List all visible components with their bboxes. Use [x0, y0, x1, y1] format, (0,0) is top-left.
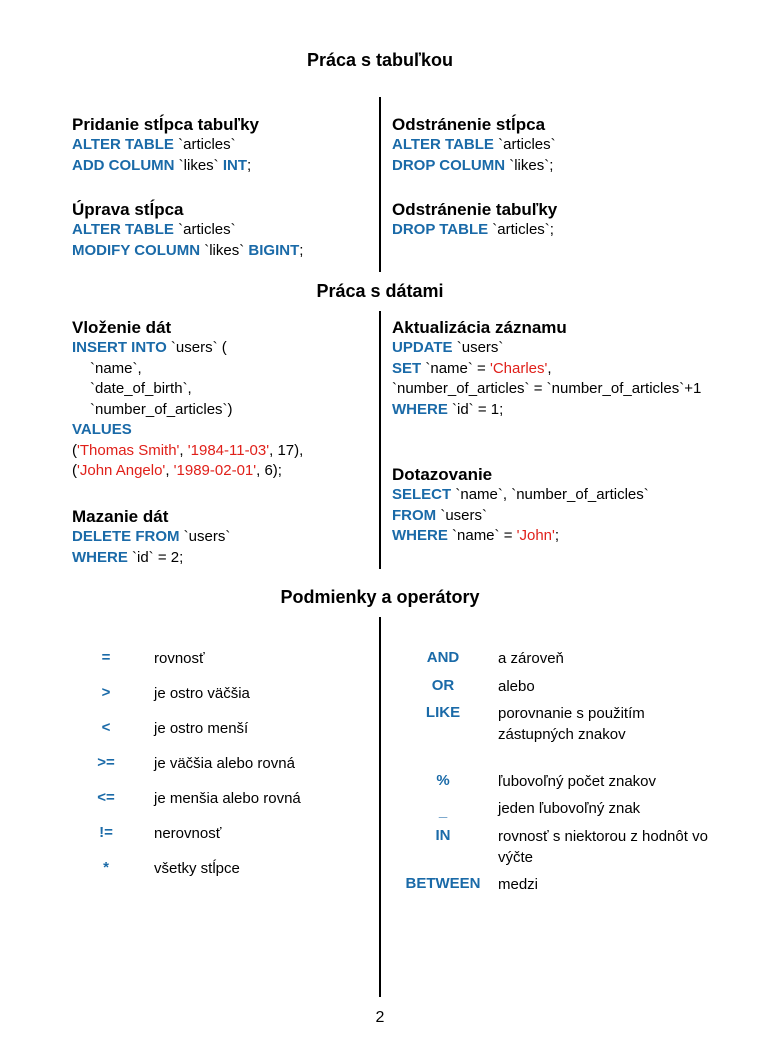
sql-text: `likes`	[174, 156, 223, 174]
sql-text: `articles`	[493, 136, 556, 153]
operator-symbol: <=	[97, 789, 115, 806]
update-heading: Aktualizácia záznamu	[392, 318, 567, 337]
sql-text: `name`,	[90, 359, 142, 377]
sql-text: `articles`	[173, 221, 236, 238]
sql-text: `name` =	[421, 359, 490, 377]
page-number: 2	[375, 1009, 385, 1026]
sql-keyword: INT	[222, 156, 248, 174]
sql-string: '1989-02-01'	[173, 462, 257, 479]
sql-keyword: SET	[392, 359, 422, 377]
sql-text: , 6);	[256, 462, 282, 479]
sql-text: `articles`	[173, 136, 236, 153]
operator-description: a zároveň	[498, 650, 564, 667]
sql-string: 'John Angelo'	[77, 462, 166, 479]
drop-column-heading: Odstránenie stĺpca	[392, 115, 546, 134]
delete-heading: Mazanie dát	[72, 507, 169, 526]
operator-keyword: AND	[426, 649, 460, 666]
sql-keyword: ALTER TABLE	[72, 221, 174, 238]
operator-keyword: BETWEEN	[405, 875, 481, 892]
sql-string: 'John'	[516, 527, 555, 544]
sql-text: `users`	[452, 339, 504, 356]
sql-text: `users` (	[166, 339, 227, 356]
drop-column-block	[392, 115, 556, 176]
sql-text: `likes`;	[505, 156, 554, 174]
operator-symbol: %	[436, 772, 450, 789]
sql-keyword: ADD COLUMN	[72, 156, 175, 174]
sql-keyword: WHERE	[392, 400, 448, 418]
sql-text: `likes`	[200, 241, 249, 259]
sql-keyword: MODIFY COLUMN	[72, 241, 201, 259]
operator-symbol: =	[101, 649, 111, 666]
sql-keyword: ALTER TABLE	[392, 136, 494, 153]
sql-text: ,	[547, 359, 552, 377]
sql-keyword: BIGINT	[248, 241, 300, 259]
sql-text: `date_of_birth`,	[90, 380, 192, 397]
column-divider-middle	[379, 311, 381, 569]
sql-text: `id` = 2;	[127, 548, 184, 566]
sql-text: , 17),	[269, 441, 304, 459]
sql-text: ;	[247, 156, 252, 174]
operator-symbol: _	[438, 803, 448, 820]
operator-keyword: OR	[431, 677, 455, 694]
operator-description: ľubovoľný počet znakov	[498, 773, 657, 790]
sql-string: '1984-11-03'	[187, 441, 270, 459]
modify-column-block	[72, 200, 303, 261]
sql-keyword: INSERT INTO	[72, 339, 167, 356]
sql-keyword: DROP COLUMN	[392, 156, 506, 174]
sql-text: `number_of_articles` = `number_of_articles`+1	[392, 380, 702, 397]
operator-description-line: porovnanie s použitím	[498, 705, 645, 722]
operator-description: je ostro menší	[154, 720, 249, 737]
sql-text: ;	[554, 527, 560, 544]
select-heading: Dotazovanie	[392, 465, 493, 484]
sql-text: `id` = 1;	[447, 400, 504, 418]
select-block	[392, 465, 649, 547]
sql-keyword: FROM	[392, 506, 437, 524]
sql-string: 'Thomas Smith'	[77, 441, 180, 459]
operator-description: je menšia alebo rovná	[154, 790, 301, 807]
operator-keyword: LIKE	[425, 704, 461, 721]
sql-text: (	[72, 441, 77, 459]
operator-description-line: výčte	[498, 849, 534, 866]
sql-text: (	[72, 462, 77, 479]
operator-description: je väčšia alebo rovná	[154, 755, 295, 772]
update-block	[392, 318, 701, 420]
operator-description	[498, 826, 708, 868]
sql-keyword: WHERE	[72, 548, 128, 566]
sql-keyword: DELETE FROM	[72, 528, 180, 545]
add-column-heading: Pridanie stĺpca tabuľky	[72, 115, 259, 134]
operator-symbol: >	[101, 684, 111, 701]
sql-text: ;	[299, 241, 304, 259]
operator-description: medzi	[498, 876, 539, 893]
sql-keyword: VALUES	[72, 421, 132, 438]
drop-table-heading: Odstránenie tabuľky	[392, 200, 558, 219]
sql-keyword: UPDATE	[392, 339, 453, 356]
drop-table-block	[392, 200, 557, 241]
insert-heading: Vloženie dát	[72, 318, 172, 337]
operator-description: nerovnosť	[154, 825, 222, 842]
sql-keyword: WHERE	[392, 527, 448, 544]
insert-block	[72, 318, 303, 482]
modify-column-heading: Úprava stĺpca	[72, 200, 184, 219]
operator-description: všetky stĺpce	[154, 860, 240, 877]
operator-description	[498, 703, 645, 745]
operator-symbol: <	[101, 719, 111, 736]
add-column-block	[72, 115, 259, 176]
operator-keyword: IN	[435, 827, 451, 844]
delete-block	[72, 507, 230, 568]
operator-description: je ostro väčšia	[154, 685, 250, 702]
column-divider-top	[379, 97, 381, 272]
section-title-conditions: Podmienky a operátory	[280, 587, 480, 607]
section-title-data-ops: Práca s dátami	[316, 281, 444, 301]
sql-text: `number_of_articles`)	[90, 400, 233, 418]
sql-text: ,	[179, 441, 188, 459]
sql-string: 'Charles'	[489, 359, 548, 377]
section-title-table-ops: Práca s tabuľkou	[307, 50, 453, 70]
sql-text: `name`, `number_of_articles`	[451, 486, 649, 503]
operator-symbol: !=	[99, 824, 113, 841]
sql-text: `users`	[436, 506, 488, 524]
sql-text: `articles`;	[488, 221, 554, 238]
sql-keyword: DROP TABLE	[392, 221, 489, 238]
operator-symbol: >=	[97, 754, 115, 771]
sql-text: ,	[165, 462, 174, 479]
operator-description: jeden ľubovoľný znak	[498, 800, 641, 817]
sql-text: `name` =	[447, 527, 517, 544]
operator-description: rovnosť	[154, 650, 205, 667]
column-divider-bottom	[379, 617, 381, 997]
operator-description-line: rovnosť s niektorou z hodnôt vo	[498, 828, 708, 845]
sql-keyword: ALTER TABLE	[72, 136, 174, 153]
operator-description-line: zástupných znakov	[498, 726, 626, 743]
operator-description: alebo	[498, 678, 535, 695]
operator-symbol: *	[103, 859, 109, 876]
sql-keyword: SELECT	[392, 486, 452, 503]
sql-text: `users`	[179, 528, 231, 545]
